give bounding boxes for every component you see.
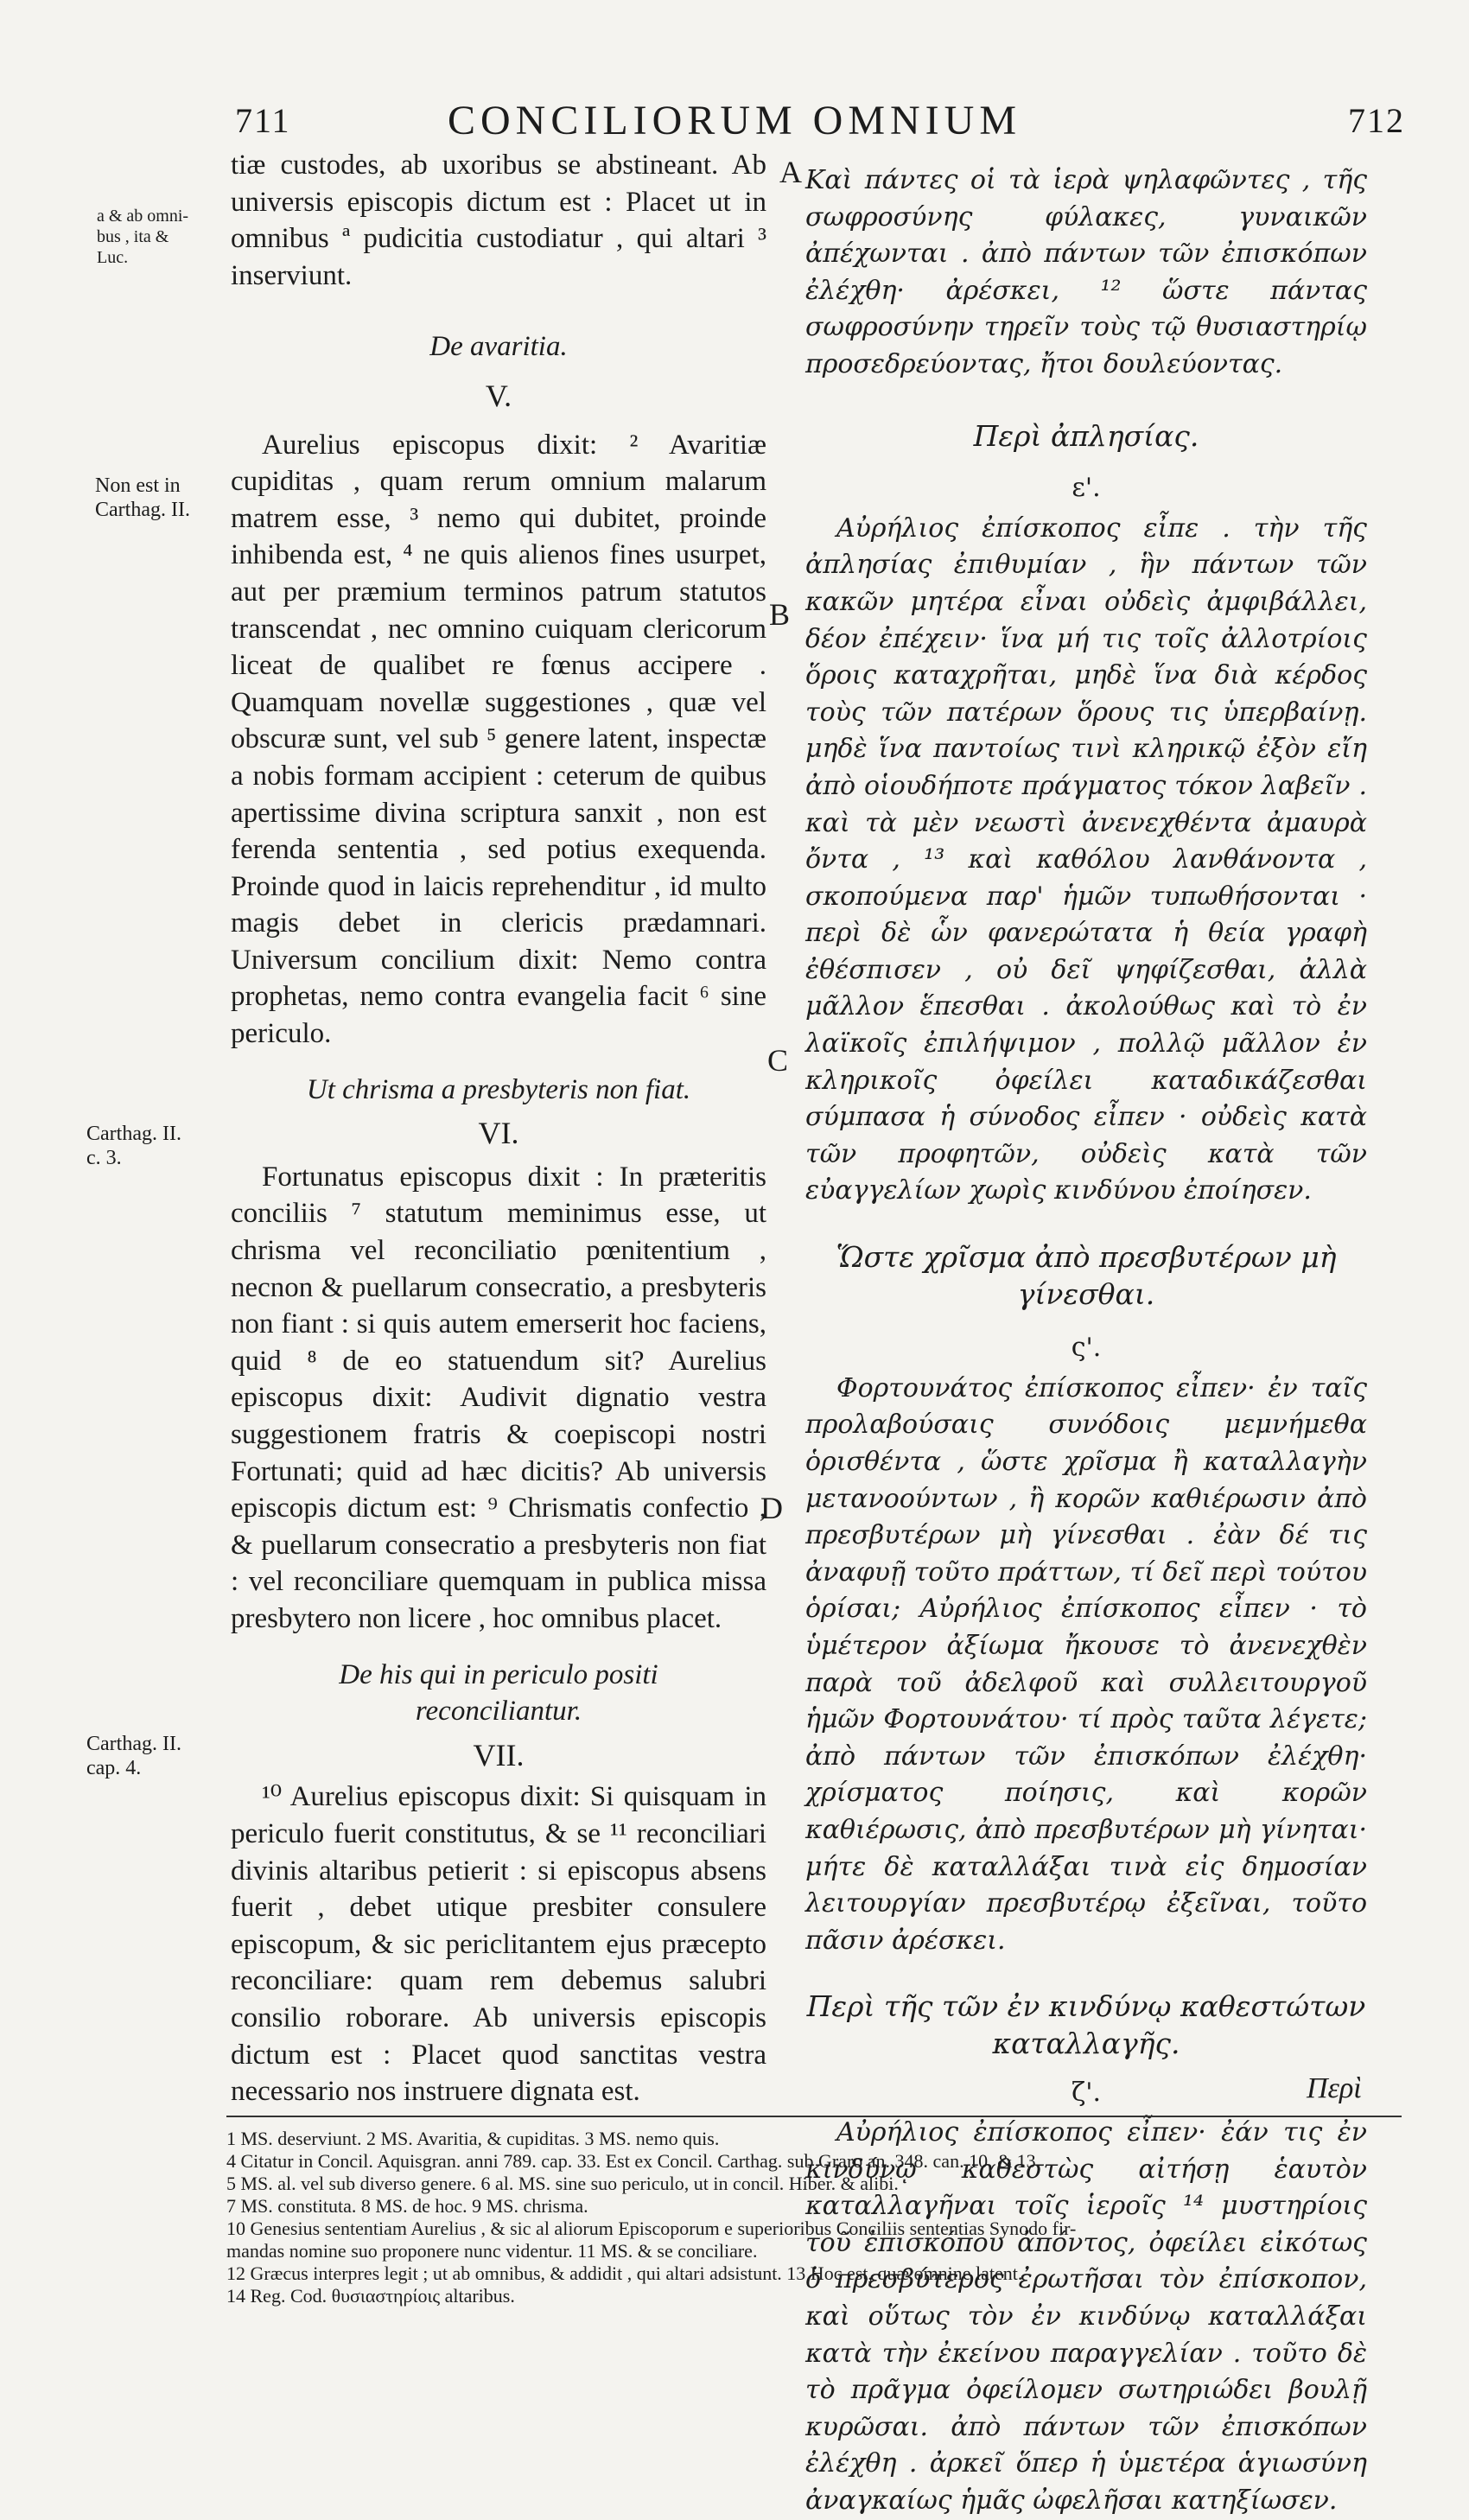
footnote-line: mandas nomine suo proponere nunc videntur. 11 MS. & se conciliare.: [226, 2240, 758, 2262]
latin-canon-number-vii: VII.: [473, 1737, 525, 1772]
latin-heading-chrisma: Ut chrisma a presbyteris non fiat.: [306, 1073, 691, 1105]
margin-note-1: a & ab omni- bus , ita & Luc.: [97, 207, 189, 267]
margin-letter-a: A: [779, 155, 802, 189]
margin-note-3: Carthag. II. c. 3.: [86, 1123, 181, 1169]
catchword: Περὶ: [1307, 2072, 1362, 2104]
greek-canon-number-z: ζ'.: [1071, 2077, 1102, 2108]
latin-paragraph-vi: Fortunatus episcopus dixit : In præteritis conciliis ⁷ statutum meminimus esse, ut chrisma vel reconciliatio pœnitentium , necnon & puellarum consecratio, a presbyteris non fiant : si quis autem emerserit hoc faciens, quid ⁸ de eo statuendum sit? Aurelius episcopus dixit: Audivit dignatio vestra suggestionem fratris & coepiscopi nostri Fortunati; quid ad hæc dicitis? Ab universis episcopis dictum est: ⁹ Chrismatis confectio , & puellarum consecratio a presbyteris non fiat : vel reconciliare quemquam in publica missa presbytero non licere , hoc omnibus placet.: [231, 1161, 766, 1634]
greek-paragraph-intro: Καὶ πάντες οἱ τὰ ἱερὰ ψηλαφῶντες , τῆς σωφροσύνης φύλακες, γυναικῶν ἀπέχωνται . ἀπὸ πάντων τῶν ἐπισκόπων ἐλέχθη· ἀρέσκει, ¹² ὥστε πάντας σωφροσύνην τηρεῖν τοὺς τῷ θυσιαστηρίῳ προσεδρεύοντας, ἤτοι δουλεύοντας.: [805, 165, 1367, 379]
footnote-line: 7 MS. constituta. 8 MS. de hoc. 9 MS. chrisma.: [226, 2195, 588, 2217]
running-title: CONCILIORUM OMNIUM: [447, 98, 1021, 143]
footnote-line: 10 Genesius sententiam Aurelius , & sic al aliorum Episcoporum e superioribus Conciliis sententias Synodo fir-: [226, 2218, 1077, 2239]
footnote-line: 12 Græcus interpres legit ; ut ab omnibus, & addidit , qui altari adsistunt. 13 Hoc est, quæ omnine latent.: [226, 2262, 1023, 2284]
latin-heading-periculo-line1: De his qui in periculo positi: [339, 1658, 658, 1690]
margin-letter-d: D: [760, 1491, 783, 1525]
latin-column: [231, 147, 766, 2110]
latin-paragraph-intro: tiæ custodes, ab uxoribus se abstineant. Ab universis episcopis dictum est : Placet ut in omnibus ª pudicitia custodiatur , qui altari ³ inserviunt.: [231, 150, 766, 291]
greek-heading-kindyno-line2: καταλλαγῆς.: [992, 2026, 1180, 2060]
greek-canon-number-st: ς'.: [1071, 1333, 1102, 1364]
footnotes: [226, 2128, 1402, 2307]
latin-canon-number-v: V.: [485, 378, 512, 413]
latin-paragraph-v: Aurelius episcopus dixit: ² Avaritiæ cupiditas , quam rerum omnium malarum matrem esse, ³ nemo qui dubitet, proinde inhibenda est, ⁴ ne quis alienos fines usurpet, aut per præmium terminos patrum statutos transcendat , nec omnino cuiquam clericorum liceat de qualibet re fœnus accipere . Quamquam novellæ suggestiones , quæ vel obscuræ sunt, vel sub ⁵ genere latent, inspectæ a nobis formam accipient : ceterum de quibus apertissime divina scriptura sanxit , non est ferenda sententia , sed potius exequenda. Proinde quod in laicis reprehenditur , id multo magis debet in clericis prædamnari. Universum concilium dixit: Nemo contra prophetas, nemo contra evangelia facit ⁶ sine periculo.: [231, 429, 766, 1050]
margin-letter-c: C: [767, 1043, 789, 1078]
footnote-line: 14 Reg. Cod. θυσιαστηρίοις altaribus.: [226, 2285, 515, 2307]
greek-paragraph-z: Αὐρήλιος ἐπίσκοπος εἶπεν· ἐάν τις ἐν κινδύνῳ καθεστὼς αἰτήσῃ ἑαυτὸν καταλλαγῆναι τοῖς ἱεροῖς ¹⁴ μυστηρίοις τοῦ ἐπισκόπου ἀπόντος, ὀφείλει εἰκότως ὁ πρεσβύτερος ἐρωτῆσαι τὸν ἐπίσκοπον, καὶ οὕτως τὸν ἐν κινδύνῳ καταλλάξαι κατὰ τὴν ἐκείνου παραγγελίαν . τοῦτο δὲ τὸ πρᾶγμα ὀφείλομεν σωτηριώδει βουλῇ κυρῶσαι. ἀπὸ πάντων τῶν ἐπισκόπων ἐλέχθη . ἀρκεῖ ὅπερ ἡ ὑμετέρα ἁγιωσύνη ἀναγκαίως ἡμᾶς ὠφελῆσαι κατηξίωσεν.: [805, 2117, 1367, 2517]
greek-heading-chrisma: Ὥστε χρῖσμα ἀπὸ πρεσβυτέρων μὴ γίνεσθαι.: [836, 1240, 1337, 1311]
greek-paragraph-e: Αὐρήλιος ἐπίσκοπος εἶπε . τὴν τῆς ἀπλησίας ἐπιθυμίαν , ἣν πάντων τῶν κακῶν μητέρα εἶναι οὐδεὶς ἀμφιβάλλει, δέον ἐπέχειν· ἵνα μή τις τοῖς ἀλλοτρίοις ὅροις καταχρῆται, μηδὲ ἵνα διὰ κέρδος τοὺς τῶν πατέρων ὅρους τις ὑπερβαίνῃ. μηδὲ ἵνα παντοίως τινὶ κληρικῷ ἐξὸν εἴη ἀπὸ οἱουδήποτε πράγματος τόκον λαβεῖν . καὶ τὰ μὲν νεωστὶ ἀνενεχθέντα ἀμαυρὰ ὄντα , ¹³ καὶ καθόλου λανθάνοντα , σκοπούμενα παρ' ἡμῶν τυπωθήσονται · περὶ δὲ ὧν φανερώτατα ἡ θεία γραφὴ ἐθέσπισεν , οὐ δεῖ ψηφίζεσθαι, ἀλλὰ μᾶλλον ἕπεσθαι . ἀκολούθως καὶ τὸ ἐν λαϊκοῖς ἐπιλήψιμον , πολλῷ μᾶλλον ἐν κληρικοῖς ὀφείλει καταδικάζεσθαι σύμπασα ἡ σύνοδος εἶπεν · οὐδεὶς κατὰ τῶν προφητῶν, οὐδεὶς κατὰ τῶν εὐαγγελίων χωρὶς κινδύνου ἐποίησεν.: [805, 512, 1367, 1206]
latin-paragraph-vii: ¹⁰ Aurelius episcopus dixit: Si quisquam in periculo fuerit constitutus, & se ¹¹ reconciliari divinis altaribus petierit : si episcopus absens fuerit , debet utique presbiter consulere episcopum, & sic periclitantem ejus præcepto reconciliare: quam rem debemus salubri consilio roborare. Ab universis episcopis dictum est : Placet quod sanctitas vestra necessario nos instruere dignata est.: [231, 1781, 766, 2108]
margin-note-2: Non est in Carthag. II.: [95, 474, 190, 521]
latin-heading-avaritia: De avaritia.: [429, 331, 568, 363]
greek-paragraph-st: Φορτουνάτος ἐπίσκοπος εἶπεν· ἐν ταῖς προλαβούσαις συνόδοις μεμνήμεθα ὁρισθέντα , ὥστε χρῖσμα ἢ καταλλαγὴν μετανοούντων , ἢ κορῶν καθιέρωσιν ἀπὸ πρεσβυτέρων μὴ γίνεσθαι . ἐὰν δέ τις ἀναφυῇ τοῦτο πράττων, τί δεῖ περὶ τούτου ὁρίσαι; Αὐρήλιος ἐπίσκοπος εἶπεν · τὸ ὑμέτερον ἀξίωμα ἤκουσε τὸ ἀνενεχθὲν παρὰ τοῦ ἀδελφοῦ καὶ συλλειτουργοῦ ἡμῶν Φορτουνάτου· τί πρὸς ταῦτα λέγετε; ἀπὸ πάντων τῶν ἐπισκόπων ἐλέχθη· χρίσματος ποίησις, καὶ κορῶν καθιέρωσις, ἀπὸ πρεσβυτέρων μὴ γίνηται· μήτε δὲ καταλλάξαι τινὰ εἰς δημοσίαν λειτουργίαν πρεσβυτέρῳ ἐξεῖναι, τοῦτο πᾶσιν ἀρέσκει.: [805, 1372, 1367, 1956]
footnote-line: 1 MS. deserviunt. 2 MS. Avaritia, & cupiditas. 3 MS. nemo quis.: [226, 2128, 720, 2149]
greek-canon-number-e: ε'.: [1072, 473, 1101, 504]
latin-canon-number-vi: VI.: [478, 1116, 519, 1151]
right-page-number: 712: [1348, 101, 1405, 140]
margin-note-4: Carthag. II. cap. 4.: [86, 1733, 181, 1779]
margin-letter-b: B: [769, 597, 791, 632]
left-page-number: 711: [235, 101, 291, 140]
greek-heading-aplesias: Περὶ ἀπλησίας.: [973, 418, 1199, 453]
footnote-line: 5 MS. al. vel sub diverso genere. 6 al. MS. sine suo periculo, ut in concil. Hiber. & alibi.: [226, 2173, 899, 2194]
footnote-line: 4 Citatur in Concil. Aquisgran. anni 789. cap. 33. Est ex Concil. Carthag. sub Graro an. 348. can. 10. & 13.: [226, 2150, 1041, 2172]
latin-heading-periculo-line2: reconciliantur.: [415, 1696, 582, 1728]
greek-heading-kindyno-line1: Περὶ τῆς τῶν ἐν κινδύνῳ καθεστώτων: [806, 1989, 1366, 2024]
footnote-divider: [226, 2116, 1402, 2117]
